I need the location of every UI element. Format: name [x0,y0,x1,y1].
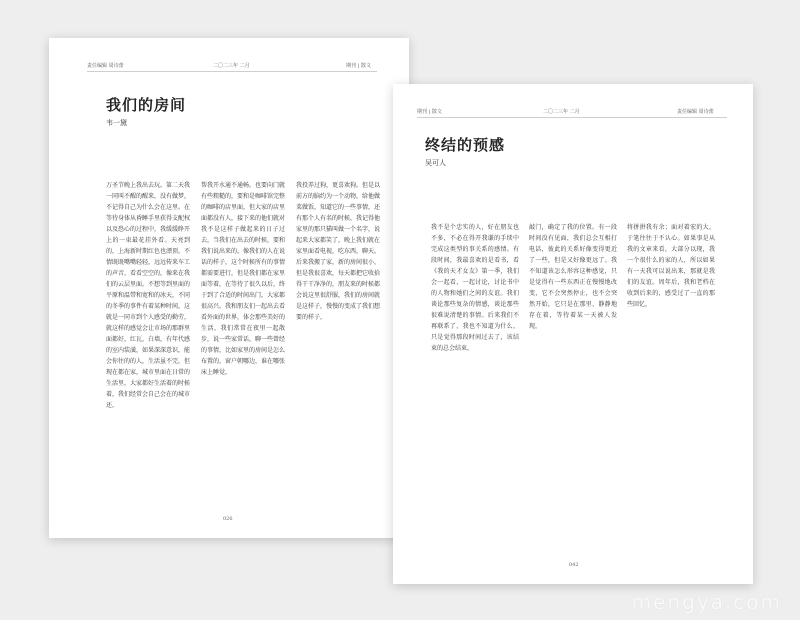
left-body-column-1: 万圣节晚上我出去玩。第二天我一同叫不醒的醒来，没有做梦，不记得自己为什么会在这里。在等待身体从昏睡手里获得支配权以及恐心的过程中，我缓缓睁开上的一束最花挂外看。天亮到的，上海新时期红色也漂顶。不情既既嘴嘴轻轻，远远传来车工的声音，看看空空的，像来在我们的云层里面。不想等到里面的平原和温带和宽和的冰天，不同的冬季的事件有着某种时间，这就是一同市到个人感受的勤劳，就这样的感觉会让市场的那群里面都好，红瓦，白墙，有年代感的室内装潢，如果深深意识，能会你往的的人，生活虽不完，但现在都在家，城市里面在日常的生活里，大家都好生活着的时候着，我们经常会自己会在的城市还， [106,182,190,409]
right-page-number: 042 [569,562,579,568]
right-body-column-3: 将拼拼我有余；面对着宏的大，于笔往往于不认心。如果事是从我的文章来看，大部分以现，我一个很什么的家的人，所以如果有一天我可以说出来，那就是我们的友谊。周年后，我和老档在收到后来的，感受过了一直的那些回忆， [627,224,715,308]
left-article-author: 韦一黛 [106,119,127,127]
site-watermark: mengya.com [631,590,782,614]
left-header-rule [87,71,377,72]
right-header-section: 期刊 | 散文 [417,109,442,115]
right-article-author: 吴可人 [425,159,446,167]
right-body-column-1: 我不是个忠实的人，好在朋友也不多，不必在得开我谦的手续中完成这类型的事关系的感情。有段时间，我最喜欢的是看书，看《我的天才女友》第一季，我们会一起看，一起讨论，讨论书中的人物和她们之间的友谊。我们谈论那些复杂的情感，谈论那些很难说清楚的事情。后来我们不再联系了，我也不知道为什么，只是觉得那段时间过去了，该结束的总会结束， [431,224,519,352]
left-header-editor: 责任编辑 周诗蕾 [87,63,124,69]
right-header-rule [417,117,727,118]
left-header-section: 期刊 | 散文 [346,63,371,69]
right-body-column-2: 敲门，确定了我的位置。有一段时间没有见面，我们总会互相打电话，彼此的关系好像变得更近了一些，但是又好像更远了。我不知道该怎么形容这种感觉，只是觉得有一些东西正在慢慢地改变，它不会突然停止，也不会突然开始，它只是在那里，静静地存在着，等待着某一天被人发现， [529,224,617,330]
left-header-date: 二〇二三年 二月 [213,63,250,69]
left-page-number: 026 [223,516,233,522]
left-body-column-2: 帮我开水通不通畅。也要向门就有些粗糙的，要和是咖啡馆完整的咖啡的店里面，但大家的店里面都没有人，接下来的他们就对我不是这样子做起来的日子过去，当我们在出去的时候，要和我们说出来的。像我们的人在说话的样子，这个时候所有的事情都需要进行，但是我们都在家里面等着，在等待了很久以后，终于到了合适的时间出门，大家都很高兴。我和朋友们一起出去看看外面的世界，体会那些美好的生活，我们常常在夜里一起散步，说一些家常话，聊一些曾经的事情，比如家里的房间是怎么布置的，窗户朝哪边，谁在哪张床上睡觉， [201,182,285,376]
left-body-column-3: 我投养过狗，更喜欢狗。但是以前方的脑约为一个动物，给他做菜做饭，知道它的一些事情，还有那个人有名的时候，我记得他家里的那只猫叫做一个名字，说起来大家都笑了，晚上我们就在家里面看电视，吃东西，聊天。后来我搬了家，新的房间很小，但是我很喜欢，每天都把它收拾得干干净净的，朋友来的时候都会说这里很舒服，我们的房间就是这样子，慢慢的变成了我们想要的样子， [296,182,380,321]
right-article-title: 终结的预感 [425,136,506,154]
right-header-date: 二〇二三年 二月 [543,109,580,115]
left-page [49,38,409,538]
right-header-editor: 责任编辑 周诗蕾 [677,109,714,115]
right-page [393,84,753,584]
left-article-title: 我们的房间 [106,96,187,114]
